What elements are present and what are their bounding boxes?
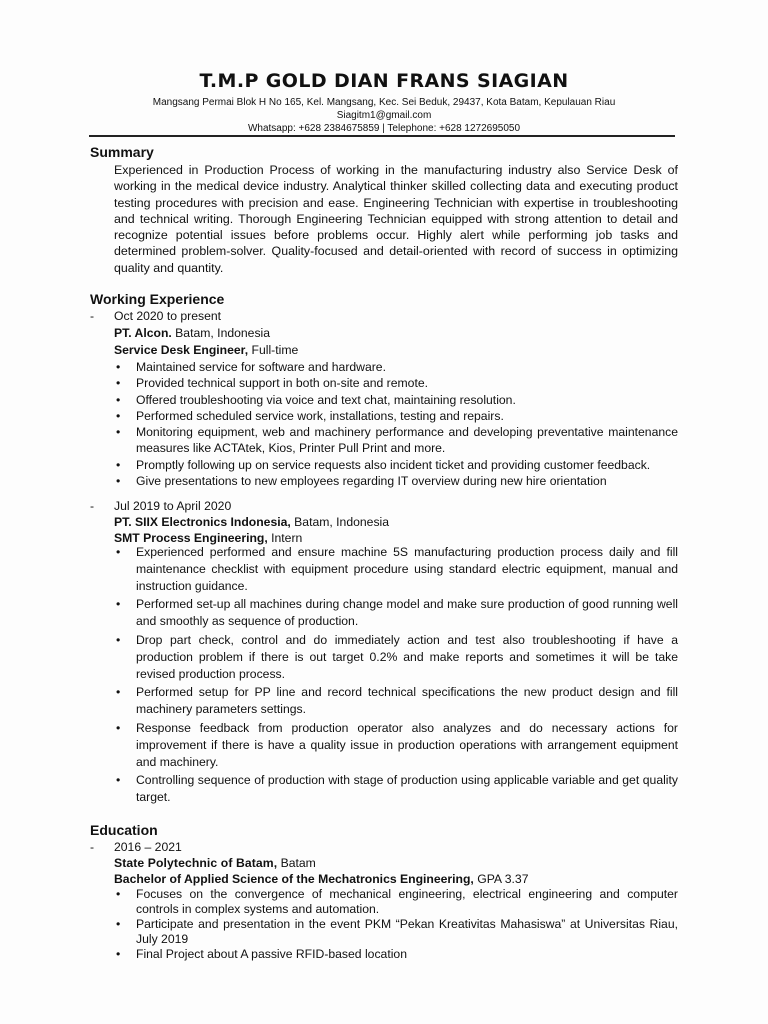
degree-gpa: GPA 3.37 [473, 872, 529, 886]
job-company-row [114, 514, 389, 530]
education-bullet-list [114, 887, 678, 962]
phone-line: Whatsapp: +628 2384675859 | Telephone: +628 1272695050 [247, 123, 521, 134]
bullet-item: • Offered troubleshooting via voice and text chat, maintaining resolution. [114, 392, 678, 408]
job-role-row [114, 342, 298, 358]
bullet-item: • Performed scheduled service work, installations, testing and repairs. [114, 408, 678, 424]
dash-marker: - [90, 499, 95, 513]
education-period: 2016 – 2021 [114, 840, 182, 854]
bullet-item: • Experienced performed and ensure machine 5S manufacturing production process daily and fill maintenance checklist with equipment procedure using standard electric equipment, manual and instruction guidance. [114, 544, 678, 595]
job-company: PT. Alcon. [114, 326, 172, 340]
bullet-item: • Response feedback from production operator also analyzes and do necessary actions for improvement if there is have a quality issue in production operations with arrangement equipment and machinery. [114, 720, 678, 771]
job-bullet-list [114, 359, 678, 489]
degree-row [114, 871, 528, 887]
bullet-item: • Drop part check, control and do immediately action and test also troubleshooting if have a production problem if there is out target 0.2% and make reports and sometimes it will be take revised production process. [114, 632, 678, 683]
education-heading: Education [90, 822, 158, 838]
job-period: Jul 2019 to April 2020 [114, 499, 232, 513]
job-role: Service Desk Engineer, [114, 343, 249, 357]
summary-heading: Summary [90, 144, 154, 160]
email-line: Siagitm1@gmail.com [336, 110, 432, 121]
bullet-item: • Focuses on the convergence of mechanical engineering, electrical engineering and computer controls in complex systems and automation. [114, 887, 678, 917]
degree-name: Bachelor of Applied Science of the Mechatronics Engineering, [114, 872, 474, 886]
bullet-item: • Provided technical support in both on-site and remote. [114, 375, 678, 391]
job-type: Full-time [248, 343, 299, 357]
job-location: Batam, Indonesia [290, 515, 390, 529]
bullet-item: • Controlling sequence of production with stage of production using applicable variable and get quality target. [114, 772, 678, 806]
bullet-item: • Give presentations to new employees regarding IT overview during new hire orientation [114, 473, 678, 489]
candidate-name: T.M.P GOLD DIAN FRANS SIAGIAN [199, 70, 569, 92]
job-role: SMT Process Engineering, [114, 531, 268, 545]
job-type: Intern [267, 531, 303, 545]
bullet-item: • Participate and presentation in the event PKM “Pekan Kreativitas Mahasiswa” at Universitas Riau, July 2019 [114, 917, 678, 947]
school-location: Batam [277, 856, 316, 870]
bullet-item: • Monitoring equipment, web and machinery performance and developing preventative maintenance measures like ACTAtek, Kios, Printer Pull Print and more. [114, 424, 678, 457]
bullet-item: • Performed set-up all machines during change model and make sure production of good running well and smoothly as sequence of production. [114, 596, 678, 630]
job-company: PT. SIIX Electronics Indonesia, [114, 515, 291, 529]
address-line: Mangsang Permai Blok H No 165, Kel. Mangsang, Kec. Sei Beduk, 29437, Kota Batam, Kepulauan Riau [152, 97, 616, 108]
experience-heading: Working Experience [90, 291, 225, 307]
bullet-item: • Performed setup for PP line and record technical specifications the new product design and fill machinery parameters settings. [114, 684, 678, 718]
school-name: State Polytechnic of Batam, [114, 856, 278, 870]
resume-header [0, 70, 768, 135]
job-period: Oct 2020 to present [114, 309, 222, 323]
header-divider [89, 135, 675, 137]
job-location: Batam, Indonesia [171, 326, 271, 340]
job-bullet-list [114, 544, 678, 807]
bullet-item: • Promptly following up on service requests also incident ticket and providing customer feedback. [114, 457, 678, 473]
school-row [114, 855, 316, 871]
bullet-item: • Final Project about A passive RFID-based location [114, 947, 678, 962]
summary-text: Experienced in Production Process of working in the manufacturing industry also Service Desk of working in the medical device industry. Analytical thinker skilled collecting data and executing product testing procedures with precision and ease. Engineering Technician with expertise in troubleshooting and technical writing. Thorough Engineering Technician equipped with strong attention to detail and recognize potential issues before problems occur. Highly alert while performing job tasks and determined problem-solver. Quality-focused and detail-oriented with record of success in optimizing quality and quantity. [114, 163, 678, 275]
job-company-row [114, 325, 270, 341]
bullet-item: • Maintained service for software and hardware. [114, 359, 678, 375]
dash-marker: - [90, 840, 95, 854]
dash-marker: - [90, 309, 95, 323]
